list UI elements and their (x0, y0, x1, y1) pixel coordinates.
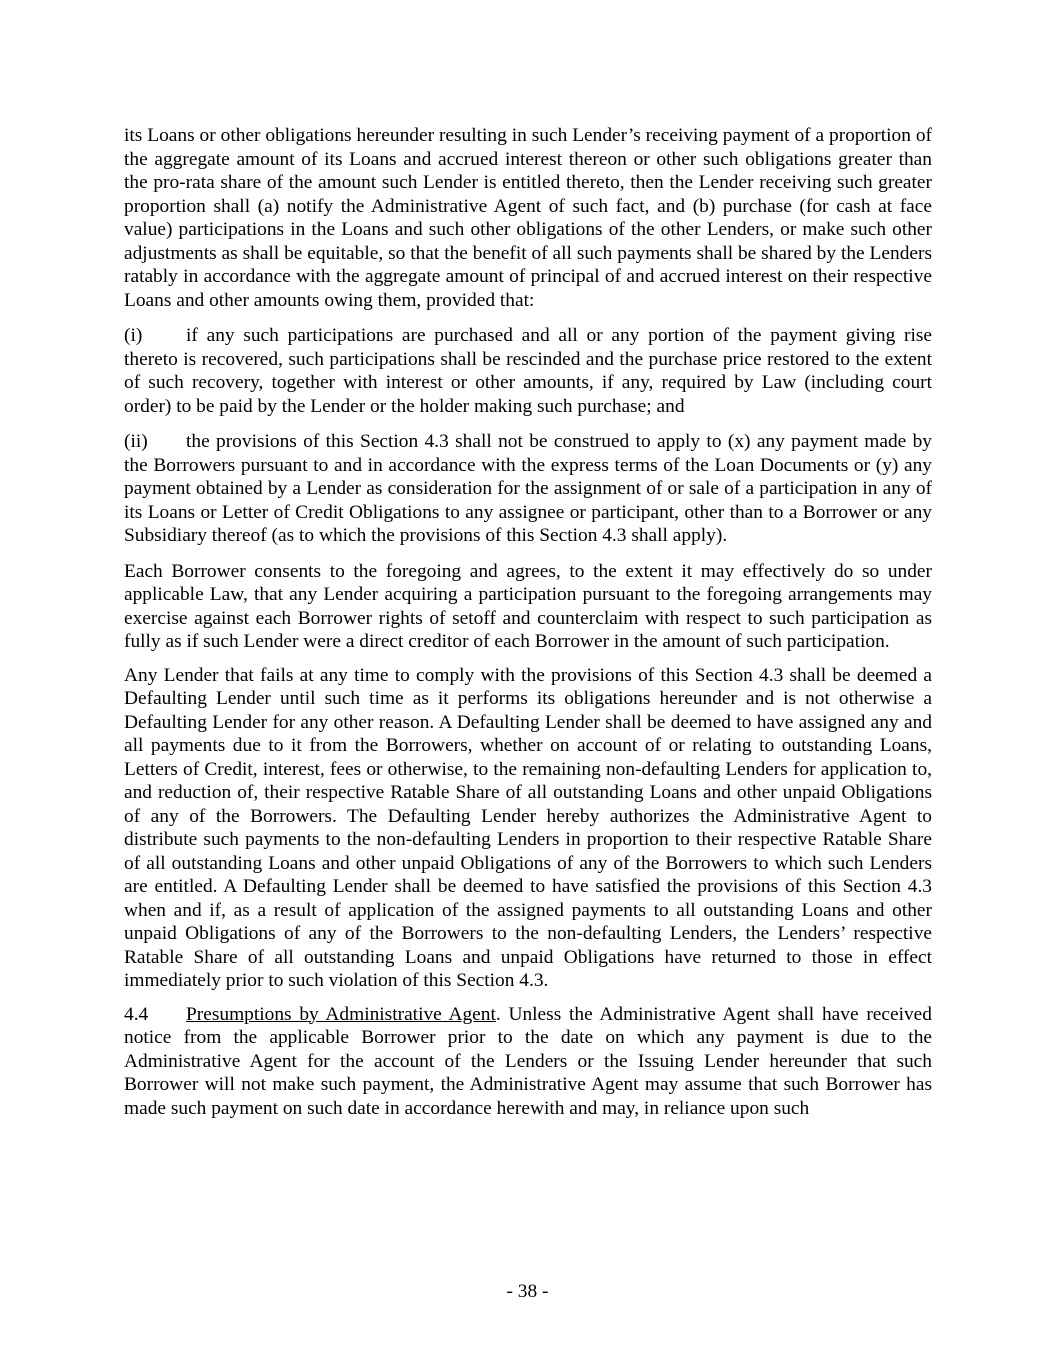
section-4-4 (124, 1003, 932, 1121)
document-page (124, 124, 932, 1132)
clause-i (124, 324, 932, 418)
section-4-4-heading: Presumptions by Administrative Agent (186, 1003, 496, 1025)
clause-ii-text: the provisions of this Section 4.3 shall not be construed to apply to (x) any payment made by the Borrowers pursuant to and in accordance with the express terms of the Loan Documents or (y) any payment obtained by a Lender as consideration for the assignment of or sale of a participation in any of its Loans or Letter of Credit Obligations to any assignee or participant, other than to a Borrower or any Subsidiary thereof (as to which the provisions of this Section 4.3 shall apply). (124, 431, 932, 546)
clause-i-number: (i) (124, 325, 143, 346)
clause-ii-number: (ii) (124, 431, 148, 452)
paragraph-borrower-consent: Each Borrower consents to the foregoing and agrees, to the extent it may effectively do so under applicable Law, that any Lender acquiring a participation pursuant to the foregoing arrangements may exercise against each Borrower rights of setoff and counterclaim with respect to such participation as fully as if such Lender were a direct creditor of each Borrower in the amount of such participation. (124, 560, 932, 652)
page-number: - 38 - (506, 1281, 549, 1302)
clause-i-text: if any such participations are purchased and all or any portion of the payment giving rise thereto is recovered, such participations shall be rescinded and the purchase price restored to the extent of such recovery, together with interest or other amounts, if any, required by Law (including court order) to be paid by the Lender or the holder making such purchase; and (124, 325, 932, 417)
clause-ii (124, 430, 932, 548)
paragraph-defaulting-lender: Any Lender that fails at any time to comply with the provisions of this Section 4.3 shall be deemed a Defaulting Lender until such time as it performs its obligations hereunder and is not otherwise a Defaulting Lender for any other reason. A Defaulting Lender shall be deemed to have assigned any and all payments due to it from the Borrowers, whether on account of or relating to outstanding Loans, Letters of Credit, interest, fees or otherwise, to the remaining non-defaulting Lenders for application to, and reduction of, their respective Ratable Share of all outstanding Loans and other unpaid Obligations of any of the Borrowers. The Defaulting Lender hereby authorizes the Administrative Agent to distribute such payments to the non-defaulting Lenders in proportion to their respective Ratable Share of all outstanding Loans and other unpaid Obligations of any of the Borrowers to which such Lenders are entitled. A Defaulting Lender shall be deemed to have satisfied the provisions of this Section 4.3 when and if, as a result of application of the assigned payments to all outstanding Loans and other unpaid Obligations of any of the Borrowers to the non-defaulting Lenders, the Lenders’ respective Ratable Share of all outstanding Loans and unpaid Obligations have returned to those in effect immediately prior to such violation of this Section 4.3. (124, 664, 932, 991)
section-4-4-text: . Unless the Administrative Agent shall have received notice from the applicable Borrower prior to the date on which any payment is due to the Administrative Agent for the account of the Lenders or the Issuing Lender hereunder that such Borrower will not make such payment, the Administrative Agent may assume that such Borrower has made such payment on such date in accordance herewith and may, in reliance upon such (124, 1003, 932, 1119)
section-4-4-number: 4.4 (124, 1003, 149, 1025)
paragraph-continuation: its Loans or other obligations hereunder resulting in such Lender’s receiving payment of a proportion of the aggregate amount of its Loans and accrued interest thereon or other such obligations greater than the pro-rata share of the amount such Lender is entitled thereto, then the Lender receiving such greater proportion shall (a) notify the Administrative Agent of such fact, and (b) purchase (for cash at face value) participations in the Loans and such other obligations of the other Lenders, or make such other adjustments as shall be equitable, so that the benefit of all such payments shall be shared by the Lenders ratably in accordance with the aggregate amount of principal of and accrued interest on their respective Loans and other amounts owing them, provided that: (124, 125, 932, 311)
